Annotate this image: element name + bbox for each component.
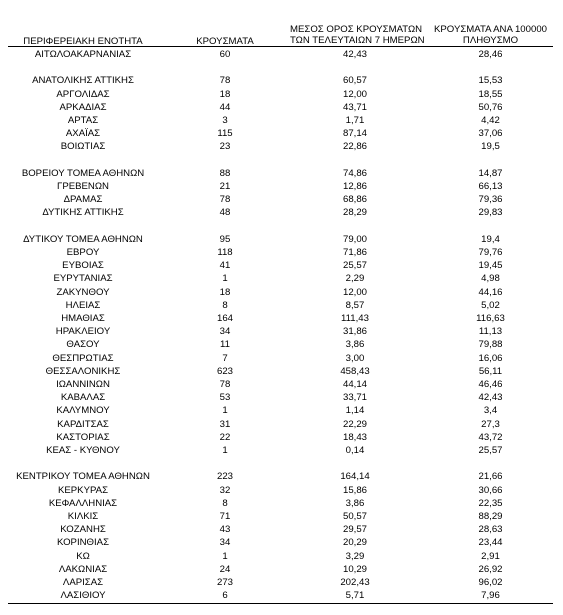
cell-per100k: 27,3 bbox=[481, 418, 500, 430]
cell-avg7: 15,86 bbox=[342, 484, 367, 496]
cell-avg7: 1,71 bbox=[345, 115, 365, 126]
cell-region: ΑΙΤΩΛΟΑΚΑΡΝΑΝΙΑΣ bbox=[34, 49, 132, 60]
header-rule bbox=[8, 46, 553, 47]
header-per100k bbox=[428, 24, 553, 46]
cell-region: ΒΟΙΩΤΙΑΣ bbox=[60, 141, 106, 153]
cell-per100k: 18,55 bbox=[478, 88, 503, 100]
cell-avg7: 71,86 bbox=[342, 247, 367, 258]
cell-per100k: 25,57 bbox=[478, 445, 503, 456]
header-per100k-line1: ΚΡΟΥΣΜΑΤΑ ΑΝΑ 100000 bbox=[434, 24, 547, 35]
cell-cases: 118 bbox=[217, 247, 233, 258]
cell-per100k: 14,87 bbox=[478, 167, 503, 179]
table-row bbox=[0, 576, 563, 589]
cell-avg7: 22,29 bbox=[342, 418, 367, 430]
cell-cases: 273 bbox=[216, 577, 233, 588]
cell-cases: 18 bbox=[219, 286, 231, 298]
cell-cases: 115 bbox=[217, 128, 233, 140]
cell-per100k: 16,06 bbox=[478, 352, 503, 364]
cell-per100k: 37,06 bbox=[478, 128, 503, 140]
cell-region: ΕΥΡΥΤΑΝΙΑΣ bbox=[53, 273, 113, 285]
table-row bbox=[0, 391, 563, 404]
cell-per100k: 3,4 bbox=[483, 405, 498, 417]
table-row bbox=[0, 74, 563, 87]
table-row bbox=[0, 114, 563, 127]
cell-avg7: 25,57 bbox=[342, 260, 367, 272]
header-avg7 bbox=[290, 24, 425, 46]
cell-per100k: 19,45 bbox=[478, 260, 503, 272]
cell-per100k: 42,43 bbox=[478, 392, 503, 404]
cell-cases: 31 bbox=[219, 418, 231, 430]
table-row bbox=[0, 233, 563, 246]
cell-avg7: 29,57 bbox=[342, 524, 367, 536]
table-row bbox=[0, 418, 563, 431]
table-row bbox=[0, 286, 563, 299]
cell-cases: 71 bbox=[219, 511, 231, 522]
cell-avg7: 20,29 bbox=[342, 537, 367, 549]
cell-per100k: 116,63 bbox=[476, 313, 505, 324]
cell-per100k: 15,53 bbox=[478, 75, 503, 87]
cell-region: ΘΕΣΠΡΩΤΙΑΣ bbox=[52, 352, 114, 364]
cell-cases: 223 bbox=[216, 471, 233, 483]
cell-per100k: 30,66 bbox=[478, 484, 503, 496]
cell-region: ΚΕΡΚΥΡΑΣ bbox=[57, 484, 108, 496]
cell-avg7: 8,57 bbox=[345, 299, 365, 311]
table-row bbox=[0, 272, 563, 285]
cell-per100k: 19,4 bbox=[481, 233, 500, 245]
cell-avg7: 42,43 bbox=[342, 49, 367, 60]
cell-region: ΗΛΕΙΑΣ bbox=[65, 299, 101, 311]
cell-avg7: 33,71 bbox=[342, 392, 367, 404]
cell-cases: 60 bbox=[219, 49, 231, 60]
cell-region: ΚΩ bbox=[76, 550, 90, 562]
cell-cases: 22 bbox=[219, 431, 231, 443]
cell-cases: 1 bbox=[222, 273, 228, 285]
cell-avg7: 3,00 bbox=[345, 352, 365, 364]
cell-per100k: 79,88 bbox=[478, 339, 503, 351]
cell-region: ΚΑΛΥΜΝΟΥ bbox=[56, 405, 110, 417]
table-row bbox=[0, 193, 563, 206]
cell-per100k: 7,96 bbox=[481, 590, 500, 602]
cell-cases: 3 bbox=[222, 115, 228, 126]
table-row bbox=[0, 338, 563, 351]
header-avg7-line1: ΜΕΣΟΣ ΟΡΟΣ ΚΡΟΥΣΜΑΤΩΝ bbox=[290, 24, 423, 35]
cell-region: ΘΕΣΣΑΛΟΝΙΚΗΣ bbox=[45, 365, 121, 377]
cell-avg7: 10,29 bbox=[342, 563, 367, 575]
table-row bbox=[0, 550, 563, 563]
header-per100k-line2: ΠΛΗΘΥΣΜΟ bbox=[462, 35, 519, 46]
table-row bbox=[0, 299, 563, 312]
cell-region: ΚΟΖΑΝΗΣ bbox=[60, 524, 106, 536]
cell-avg7: 50,57 bbox=[342, 511, 367, 522]
cell-avg7: 202,43 bbox=[340, 577, 370, 588]
cell-per100k: 4,42 bbox=[481, 115, 500, 126]
table-row bbox=[0, 444, 563, 457]
cell-cases: 21 bbox=[219, 181, 231, 192]
table-row bbox=[0, 206, 563, 219]
cell-cases: 6 bbox=[222, 590, 228, 602]
cell-avg7: 43,71 bbox=[342, 101, 367, 113]
cell-avg7: 164,14 bbox=[340, 471, 370, 483]
table-row bbox=[0, 497, 563, 510]
table-row bbox=[0, 536, 563, 549]
cell-avg7: 79,00 bbox=[342, 233, 367, 245]
cell-cases: 78 bbox=[219, 194, 231, 206]
cell-region: ΒΟΡΕΙΟΥ ΤΟΜΕΑ ΑΘΗΝΩΝ bbox=[21, 167, 145, 179]
table-row bbox=[0, 325, 563, 338]
cell-region: ΖΑΚΥΝΘΟΥ bbox=[56, 286, 110, 298]
table-row bbox=[0, 378, 563, 391]
cell-cases: 1 bbox=[222, 445, 228, 456]
cell-per100k: 28,46 bbox=[478, 49, 503, 60]
header-avg7-line2: ΤΩΝ ΤΕΛΕΥΤΑΙΩΝ 7 ΗΜΕΡΩΝ bbox=[290, 35, 425, 46]
cell-avg7: 458,43 bbox=[340, 365, 370, 377]
cell-region: ΑΡΚΑΔΙΑΣ bbox=[59, 101, 107, 113]
cell-cases: 34 bbox=[219, 537, 231, 549]
table-row bbox=[0, 484, 563, 497]
table-row bbox=[0, 48, 563, 61]
cell-cases: 44 bbox=[219, 101, 231, 113]
cell-avg7: 28,29 bbox=[342, 207, 367, 219]
cell-cases: 41 bbox=[219, 260, 231, 272]
cell-cases: 95 bbox=[219, 233, 231, 245]
cell-avg7: 3,86 bbox=[345, 497, 365, 509]
header-cases: ΚΡΟΥΣΜΑΤΑ bbox=[196, 36, 254, 47]
table-row bbox=[0, 312, 563, 325]
cell-per100k: 4,98 bbox=[481, 273, 500, 285]
table-row bbox=[0, 101, 563, 114]
cell-cases: 164 bbox=[216, 313, 233, 324]
cell-cases: 32 bbox=[219, 484, 231, 496]
cell-region: ΚΕΑΣ - ΚΥΘΝΟΥ bbox=[46, 445, 120, 456]
cell-cases: 1 bbox=[222, 550, 228, 562]
cell-avg7: 22,86 bbox=[342, 141, 367, 153]
cell-cases: 53 bbox=[219, 392, 231, 404]
cell-cases: 48 bbox=[219, 207, 231, 219]
cell-region: ΛΑΣΙΘΙΟΥ bbox=[60, 590, 106, 602]
cell-region: ΔΡΑΜΑΣ bbox=[63, 194, 103, 206]
cell-region: ΘΑΣΟΥ bbox=[66, 339, 100, 351]
cell-region: ΚΑΒΑΛΑΣ bbox=[60, 392, 106, 404]
cell-cases: 78 bbox=[219, 379, 231, 390]
cell-region: ΔΥΤΙΚΟΥ ΤΟΜΕΑ ΑΘΗΝΩΝ bbox=[23, 233, 143, 245]
cell-per100k: 46,46 bbox=[478, 379, 503, 390]
cell-avg7: 74,86 bbox=[342, 167, 367, 179]
cell-cases: 623 bbox=[216, 365, 233, 377]
cell-cases: 11 bbox=[220, 339, 230, 351]
cell-avg7: 1,14 bbox=[345, 405, 365, 417]
cell-cases: 8 bbox=[222, 497, 228, 509]
cell-per100k: 43,72 bbox=[478, 431, 503, 443]
table-row bbox=[0, 180, 563, 193]
cell-avg7: 60,57 bbox=[342, 75, 367, 87]
cell-per100k: 50,76 bbox=[478, 101, 503, 113]
cell-region: ΛΑΚΩΝΙΑΣ bbox=[58, 563, 108, 575]
cell-per100k: 5,02 bbox=[481, 299, 500, 311]
cell-avg7: 12,00 bbox=[342, 88, 367, 100]
cell-per100k: 26,92 bbox=[478, 563, 503, 575]
cell-avg7: 87,14 bbox=[342, 128, 367, 140]
cell-per100k: 23,44 bbox=[478, 537, 503, 549]
cell-region: ΙΩΑΝΝΙΝΩΝ bbox=[56, 379, 110, 390]
cell-cases: 88 bbox=[219, 167, 231, 179]
table-row bbox=[0, 127, 563, 140]
table-row bbox=[0, 589, 563, 602]
cell-avg7: 12,86 bbox=[342, 181, 367, 192]
cell-per100k: 21,66 bbox=[478, 471, 503, 483]
cell-region: ΚΟΡΙΝΘΙΑΣ bbox=[56, 537, 110, 549]
cell-region: ΑΝΑΤΟΛΙΚΗΣ ΑΤΤΙΚΗΣ bbox=[32, 75, 134, 87]
cell-region: ΛΑΡΙΣΑΣ bbox=[62, 577, 104, 588]
cell-cases: 8 bbox=[222, 299, 228, 311]
cell-avg7: 3,86 bbox=[345, 339, 365, 351]
cell-cases: 1 bbox=[222, 405, 228, 417]
cell-per100k: 79,76 bbox=[478, 247, 503, 258]
cell-cases: 18 bbox=[219, 88, 231, 100]
cell-avg7: 12,00 bbox=[342, 286, 367, 298]
cell-avg7: 111,43 bbox=[341, 313, 369, 324]
cell-region: ΗΡΑΚΛΕΙΟΥ bbox=[55, 326, 111, 338]
cell-avg7: 0,14 bbox=[345, 445, 365, 456]
cell-region: ΓΡΕΒΕΝΩΝ bbox=[57, 181, 109, 192]
cell-region: ΕΒΡΟΥ bbox=[66, 247, 100, 258]
table-row bbox=[0, 246, 563, 259]
cell-per100k: 22,35 bbox=[478, 497, 503, 509]
table-row bbox=[0, 140, 563, 153]
cell-region: ΑΡΓΟΛΙΔΑΣ bbox=[56, 88, 110, 100]
cell-region: ΚΑΣΤΟΡΙΑΣ bbox=[56, 431, 110, 443]
cell-avg7: 44,14 bbox=[342, 379, 367, 390]
cell-cases: 78 bbox=[219, 75, 231, 87]
cell-avg7: 31,86 bbox=[342, 326, 367, 338]
bottom-rule bbox=[8, 603, 553, 604]
table-row bbox=[0, 404, 563, 417]
cell-avg7: 18,43 bbox=[342, 431, 367, 443]
table-row bbox=[0, 88, 563, 101]
cell-cases: 7 bbox=[222, 352, 228, 364]
table-row bbox=[0, 523, 563, 536]
cell-per100k: 79,36 bbox=[478, 194, 503, 206]
table-row bbox=[0, 365, 563, 378]
cell-region: ΚΕΝΤΡΙΚΟΥ ΤΟΜΕΑ ΑΘΗΝΩΝ bbox=[16, 471, 150, 483]
cell-per100k: 29,83 bbox=[478, 207, 503, 219]
cell-region: ΔΥΤΙΚΗΣ ΑΤΤΙΚΗΣ bbox=[42, 207, 124, 219]
table-row bbox=[0, 470, 563, 483]
cell-cases: 24 bbox=[219, 563, 231, 575]
cell-per100k: 11,13 bbox=[478, 326, 503, 338]
cell-per100k: 88,29 bbox=[478, 511, 503, 522]
cell-per100k: 66,13 bbox=[478, 181, 503, 192]
table-row bbox=[0, 510, 563, 523]
table-row bbox=[0, 167, 563, 180]
cell-avg7: 5,71 bbox=[345, 590, 365, 602]
cell-per100k: 44,16 bbox=[478, 286, 503, 298]
table-row bbox=[0, 259, 563, 272]
cell-avg7: 2,29 bbox=[345, 273, 365, 285]
cell-cases: 23 bbox=[219, 141, 231, 153]
table-row bbox=[0, 431, 563, 444]
cell-per100k: 56,11 bbox=[478, 365, 503, 377]
table-row bbox=[0, 563, 563, 576]
cell-region: ΚΑΡΔΙΤΣΑΣ bbox=[57, 418, 109, 430]
header-region: ΠΕΡΙΦΕΡΕΙΑΚΗ ΕΝΟΤΗΤΑ bbox=[23, 36, 143, 47]
cell-region: ΗΜΑΘΙΑΣ bbox=[61, 313, 105, 324]
cell-avg7: 68,86 bbox=[342, 194, 367, 206]
cell-region: ΑΡΤΑΣ bbox=[67, 115, 99, 126]
cell-cases: 34 bbox=[219, 326, 231, 338]
cell-region: ΚΕΦΑΛΛΗΝΙΑΣ bbox=[48, 497, 118, 509]
cell-region: ΕΥΒΟΙΑΣ bbox=[62, 260, 104, 272]
cell-per100k: 96,02 bbox=[478, 577, 503, 588]
table-row bbox=[0, 352, 563, 365]
cell-region: ΚΙΛΚΙΣ bbox=[67, 511, 99, 522]
cell-per100k: 28,63 bbox=[478, 524, 503, 536]
cell-avg7: 3,29 bbox=[345, 550, 365, 562]
cell-cases: 43 bbox=[219, 524, 231, 536]
cell-per100k: 2,91 bbox=[481, 550, 500, 562]
cell-region: ΑΧΑΪΑΣ bbox=[65, 128, 101, 140]
cell-per100k: 19,5 bbox=[481, 141, 500, 153]
